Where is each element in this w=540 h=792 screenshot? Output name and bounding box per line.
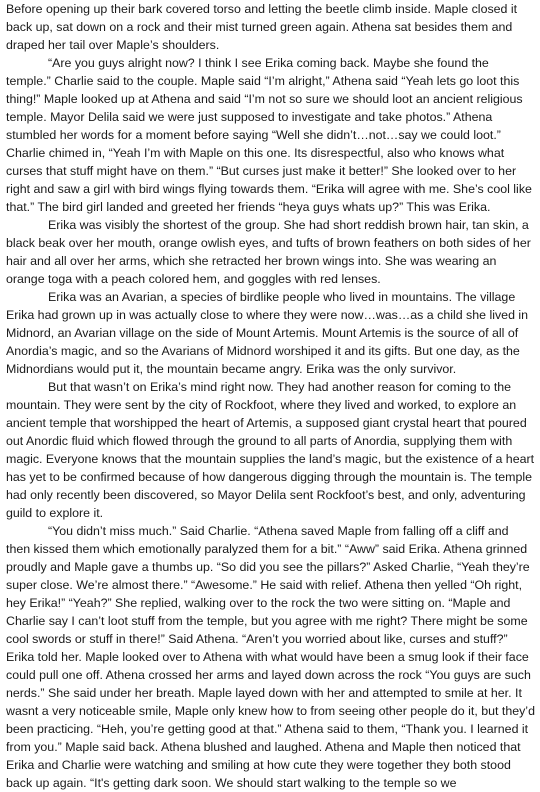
document-page [6,0,536,790]
paragraph: “You didn’t miss much.” Said Charlie. “Athena saved Maple from falling off a cliff and then kissed them which emotionally paralyzed them for a bit.” “Aww” said Erika. Athena grinned proudly and Maple gave a thumbs up. “So did you see the pillars?” Asked Charlie, “Yeah they’re super close. We’re almost there.” “Awesome.” He said with relief. Athena then yelled “Oh right, hey Erika!” “Yeah?” She replied, walking over to the rock the two were sitting on. “Maple and Charlie say I can’t loot stuff from the temple, but you agree with me right? There might be some cool swords or stuff in there!” Said Athena. “Aren’t you worried about like, curses and stuff?” Erika told her. Maple looked over to Athena with what would have been a smug look if their face could pull one off. Athena crossed her arms and layed down across the rock “You guys are such nerds.” She said under her breath. Maple layed down with her and attempted to smile at her. It wasnt a very noticeable smile, Maple only knew how to from seeing other people do it, but they’d been practicing. “Heh, you’re getting good at that.” Athena said to them, “Thank you. I learned it from you.” Maple said back. Athena blushed and laughed. Athena and Maple then noticed that Erika and Charlie were watching and smiling at how cute they were together they both stood back up again. “It's getting dark soon. We should start walking to the temple so we [6,524,535,790]
paragraph: Erika was visibly the shortest of the group. She had short reddish brown hair, tan skin, a black beak over her mouth, orange owlish eyes, and tufts of brown feathers on both sides of her hair and all over her arms, which she retracted her brown wings into. She was wearing an orange toga with a peach colored hem, and goggles with red lenses. [6,218,531,286]
paragraph: “Are you guys alright now? I think I see Erika coming back. Maybe she found the temple.” Charlie said to the couple. Maple said “I’m alright,” Athena said “Yeah lets go loot this thing!” Maple looked up at Athena and said “I’m not so sure we should loot an ancient religious temple. Mayor Delila said we were just supposed to investigate and take photos.” Athena stumbled her words for a moment before saying “Well she didn’t…not…say we could loot.” Charlie chimed in, “Yeah I’m with Maple on this one. Its disrespectful, also who knows what curses that stuff might have on them.” “But curses just make it better!” She looked over to her right and saw a girl with bird wings flying towards them. “Erika will agree with me. She’s cool like that.” The bird girl landed and greeted her friends “heya guys whats up?” This was Erika. [6,56,532,214]
paragraph: But that wasn’t on Erika’s mind right now. They had another reason for coming to the mountain. They were sent by the city of Rockfoot, where they lived and worked, to explore an ancient temple that worshipped the heart of Artemis, a supposed giant crystal heart that poured out Anordic fluid which flowed through the ground to all parts of Anordia, supplying them with magic. Everyone knows that the mountain supplies the land’s magic, but the existence of a heart has yet to be confirmed because of how dangerous digging through the mountain is. The temple had only recently been discovered, so Mayor Delila sent Rockfoot’s best, and only, adventuring guild to explore it. [6,380,535,520]
paragraph: Before opening up their bark covered torso and letting the beetle climb inside. Maple closed it back up, sat down on a rock and their mist turned green again. Athena sat besides them and draped her tail over Maple’s shoulders. [6,2,518,52]
paragraph: Erika was an Avarian, a species of birdlike people who lived in mountains. The village Erika had grown up in was actually close to where they were now…was…as a child she lived in Midnord, an Avarian village on the side of Mount Artemis. Mount Artemis is the source of all of Anordia’s magic, and so the Avarians of Midnord worshiped it and its gifts. But one day, as the Midnordians would put it, the mountain became angry. Erika was the only survivor. [6,290,529,376]
